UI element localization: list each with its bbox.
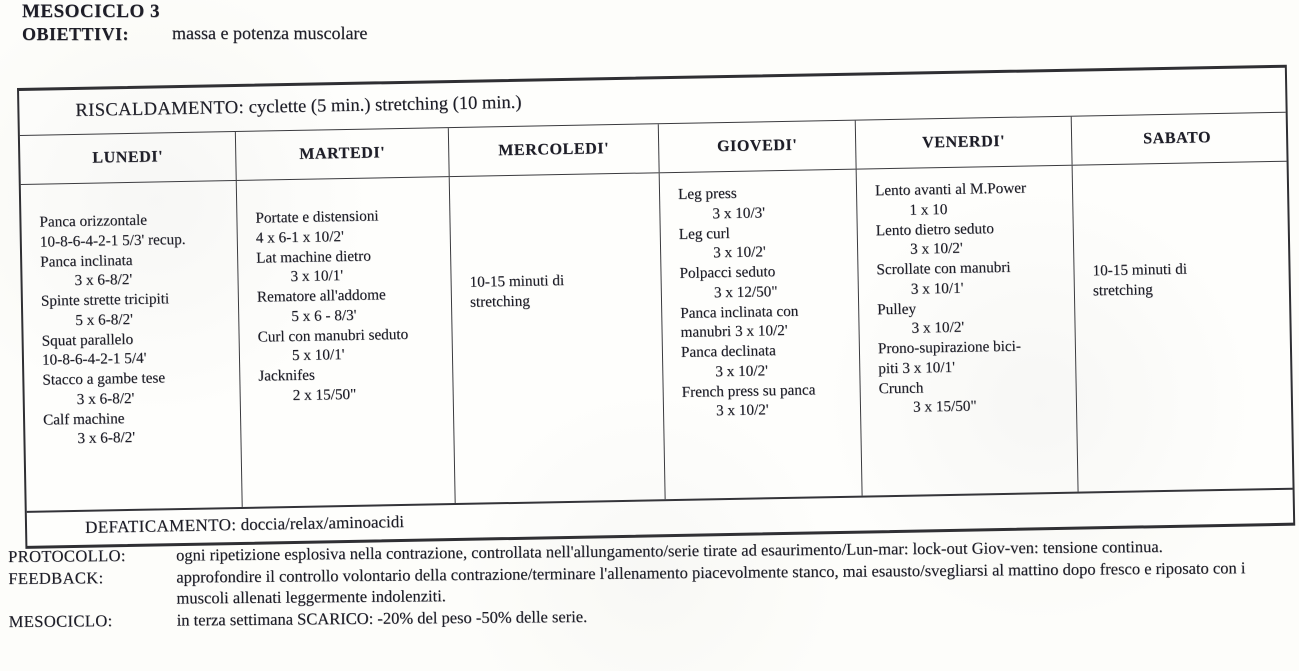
exercise-line: Panca declinata [680, 342, 776, 361]
day-header-1: LUNEDI' [92, 148, 164, 167]
exercise-line: Prono-supirazione bici- [877, 337, 1022, 358]
exercise-line: Portate e distensioni [255, 207, 379, 227]
exercise-line: Scrollate con manubri [876, 258, 1011, 279]
exercise-line: Squat parallelo [41, 330, 134, 350]
day-header-5: VENERDI' [855, 117, 1072, 169]
exercise-line: Leg press [677, 184, 737, 203]
note-label: PROTOCOLLO: [8, 545, 126, 566]
day-cell-6 [1072, 162, 1289, 492]
exercise-line: piti 3 x 10/1' [878, 358, 956, 378]
day-header-4: GIOVEDI' [658, 121, 856, 173]
exercise-line: Panca inclinata con [680, 302, 799, 322]
exercise-line: Leg curl [678, 224, 730, 243]
exercise-line: manubri 3 x 10/2' [680, 322, 788, 342]
exercise-line: Polpacci seduto [679, 263, 776, 282]
exercise-line: stretching [469, 292, 531, 311]
exercise-line: Rematore all'addome [256, 286, 386, 306]
set-line: 3 x 10/2' [911, 318, 965, 337]
training-table [17, 65, 1295, 549]
day-cell-4 [659, 170, 862, 500]
day-header-3: MERCOLEDI' [448, 124, 659, 176]
set-line: 3 x 12/50" [713, 282, 778, 302]
set-line: 1 x 10 [909, 200, 948, 219]
day-header-6: SABATO [1071, 113, 1283, 165]
set-line: 3 x 6-8/2' [77, 429, 136, 448]
exercise-line: 10-8-6-4-2-1 5/4' [41, 349, 147, 369]
note-text: in terza settimana SCARICO: -20% del peso -50% delle serie. [176, 607, 588, 630]
exercise-line: 10-15 minuti di [469, 272, 565, 291]
day-cell-3 [449, 173, 665, 503]
set-line: 5 x 6-8/2' [75, 310, 133, 329]
objectives-label: OBIETTIVI: [22, 24, 130, 44]
set-line: 2 x 15/50" [292, 385, 357, 404]
exercise-line: Pulley [877, 300, 917, 318]
exercise-line: Lento dietro seduto [875, 219, 994, 239]
exercise-line: Spinte strette tricipiti [40, 290, 170, 310]
set-line: 3 x 10/2' [715, 362, 768, 380]
footer-notes [8, 535, 1297, 634]
set-line: 3 x 10/2' [712, 243, 766, 262]
exercise-line: French press su panca [681, 380, 816, 401]
exercise-line: Lento avanti al M.Power [874, 179, 1027, 200]
set-line: 3 x 6-8/2' [74, 271, 133, 290]
note-text: approfondire il controllo volontario della contrazione/terminare l'allenamento piacevolmente stanco, mai esausto/svegliarsi al mattino dopo fresco e riposato con i muscoli allenati leggermente indolenziti. [176, 558, 1246, 608]
document-header [22, 1, 160, 45]
set-line: 3 x 15/50" [912, 397, 977, 416]
cooldown-value: doccia/relax/aminoacidi [240, 511, 405, 534]
page-title: MESOCICLO 3 [22, 1, 160, 22]
set-line: 5 x 6 - 8/3' [291, 306, 357, 325]
exercise-line: 10-15 minuti di [1092, 260, 1188, 280]
exercise-line: Stacco a gambe tese [42, 369, 166, 389]
set-line: 3 x 10/2' [715, 401, 769, 420]
exercise-line: Curl con manubri seduto [257, 325, 409, 346]
set-line: 3 x 10/1' [290, 267, 344, 286]
day-cell-2 [236, 177, 455, 507]
note-text: ogni ripetizione esplosiva nella contrazione, controllata nell'allungamento/serie tirate ad esaurimento/Lun-mar: lock-out Giov-ven: tensione continua. [176, 536, 1163, 565]
set-line: 5 x 10/1' [291, 346, 345, 365]
day-header-2: MARTEDI' [235, 128, 449, 180]
note-label: MESOCICLO: [8, 611, 113, 632]
warmup-value: cyclette (5 min.) stretching (10 min.) [248, 92, 522, 118]
warmup-label: RISCALDAMENTO: [75, 97, 245, 121]
set-line: 3 x 10/3' [712, 204, 766, 223]
exercise-line: Panca inclinata [40, 251, 133, 271]
day-body-row [21, 162, 1293, 513]
exercise-line: Crunch [878, 378, 924, 397]
exercise-line: 10-8-6-4-2-1 5/3' recup. [39, 230, 186, 251]
exercise-line: Panca orizzontale [39, 211, 148, 231]
exercise-line: Calf machine [42, 409, 125, 429]
set-line: 3 x 10/1' [910, 279, 964, 298]
day-cell-5 [856, 166, 1078, 496]
objectives-value: massa e potenza muscolare [172, 23, 368, 43]
cooldown-label: DEFATICAMENTO: [84, 515, 237, 537]
exercise-line: Lat machine dietro [255, 247, 371, 267]
exercise-line: 4 x 6-1 x 10/2' [255, 227, 344, 247]
set-line: 3 x 10/2' [909, 239, 963, 258]
day-cell-1 [21, 181, 242, 511]
exercise-line: Jacknifes [258, 366, 315, 385]
exercise-line: stretching [1092, 280, 1153, 300]
note-label: FEEDBACK: [8, 568, 104, 589]
set-line: 3 x 6-8/2' [76, 389, 135, 408]
